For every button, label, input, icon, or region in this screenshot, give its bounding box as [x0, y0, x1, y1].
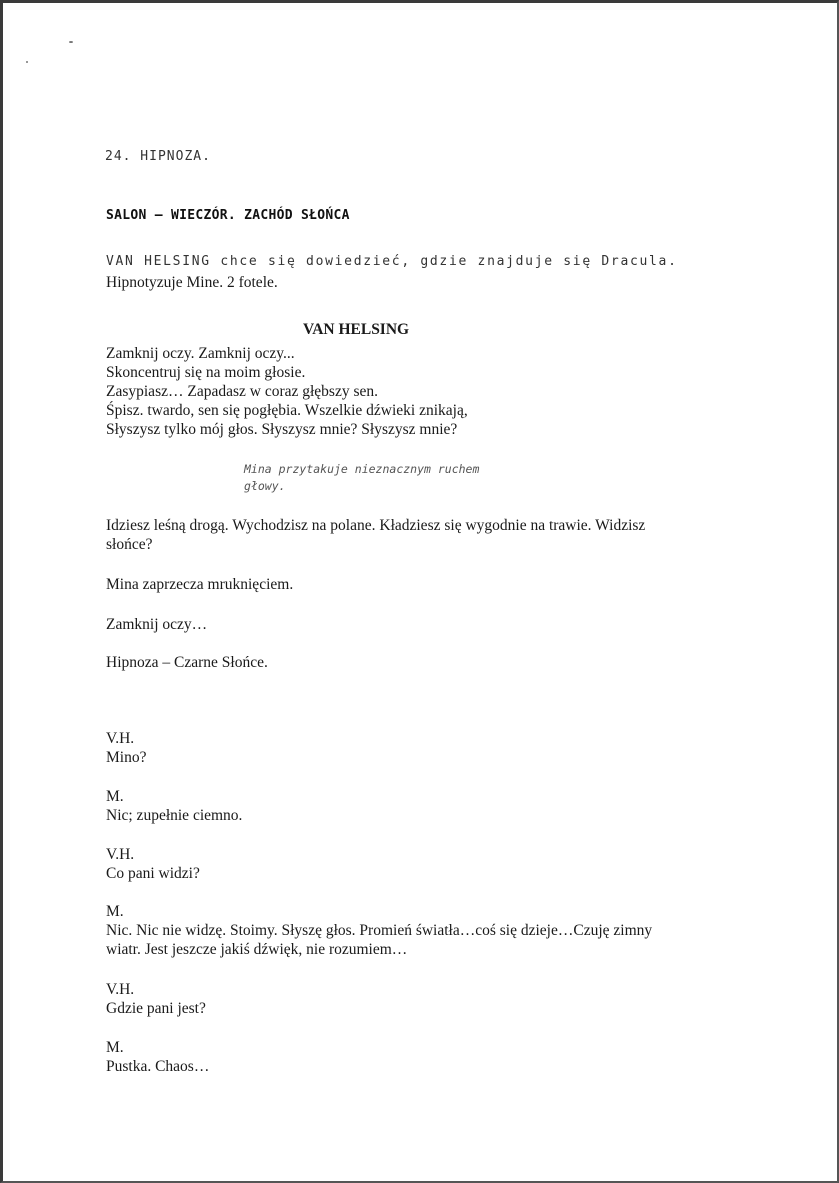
speaker-label: V.H. [106, 730, 135, 747]
scene-number: 24. HIPNOZA. [105, 149, 211, 164]
speaker-label: V.H. [106, 846, 135, 863]
exchange [106, 980, 206, 1018]
exchange-line: Co pani widzi? [106, 865, 200, 882]
paragraph [106, 516, 645, 554]
paragraph: Zamknij oczy… [106, 616, 208, 633]
exchange-line: Mino? [106, 749, 147, 766]
dialogue-line: Skoncentruj się na moim głosie. [106, 364, 306, 381]
scan-speck [69, 41, 73, 43]
dialogue-line: Zamknij oczy. Zamknij oczy... [106, 345, 295, 362]
paragraph-line: Idziesz leśną drogą. Wychodzisz na polane. Kładziesz się wygodnie na trawie. Widzisz [106, 517, 646, 534]
speaker-label: M. [106, 1039, 124, 1056]
stage-direction: Mina zaprzecza mruknięciem. [106, 576, 294, 593]
scene-heading: SALON – WIECZÓR. ZACHÓD SŁOŃCA [106, 208, 350, 223]
exchange [106, 787, 242, 825]
dialogue-line: Zasypiasz… Zapadasz w coraz głębszy sen. [106, 383, 378, 400]
parenthetical [244, 461, 479, 495]
exchange [106, 729, 146, 767]
exchange [106, 845, 200, 883]
exchange-line: wiatr. Jest jeszcze jakiś dźwięk, nie rozumiem… [106, 941, 408, 958]
paragraph-line: słońce? [106, 536, 153, 553]
parenthetical-line: Mina przytakuje nieznacznym ruchem [244, 462, 480, 476]
dialogue-line: Śpisz. twardo, sen się pogłębia. Wszelkie dźwieki znikają, [106, 402, 468, 419]
speaker-label: V.H. [106, 981, 135, 998]
exchange [106, 902, 652, 959]
action-line: VAN HELSING chce się dowiedzieć, gdzie znajduje się Dracula. [106, 254, 678, 269]
dialogue-block [106, 344, 468, 439]
exchange-line: Nic. Nic nie widzę. Stoimy. Słyszę głos. Promień światła…coś się dzieje…Czuję zimny [106, 922, 653, 939]
stage-direction: Hipnoza – Czarne Słońce. [106, 654, 268, 671]
character-name: VAN HELSING [303, 321, 410, 338]
scan-speck [26, 61, 28, 63]
exchange-line: Gdzie pani jest? [106, 1000, 206, 1017]
speaker-label: M. [106, 903, 124, 920]
speaker-label: M. [106, 788, 124, 805]
action-line-continued: Hipnotyzuje Mine. 2 fotele. [106, 274, 278, 291]
exchange-line: Nic; zupełnie ciemno. [106, 807, 243, 824]
exchange [106, 1038, 209, 1076]
exchange-line: Pustka. Chaos… [106, 1058, 210, 1075]
parenthetical-line: głowy. [244, 479, 286, 493]
dialogue-line: Słyszysz tylko mój głos. Słyszysz mnie? Słyszysz mnie? [106, 421, 458, 438]
